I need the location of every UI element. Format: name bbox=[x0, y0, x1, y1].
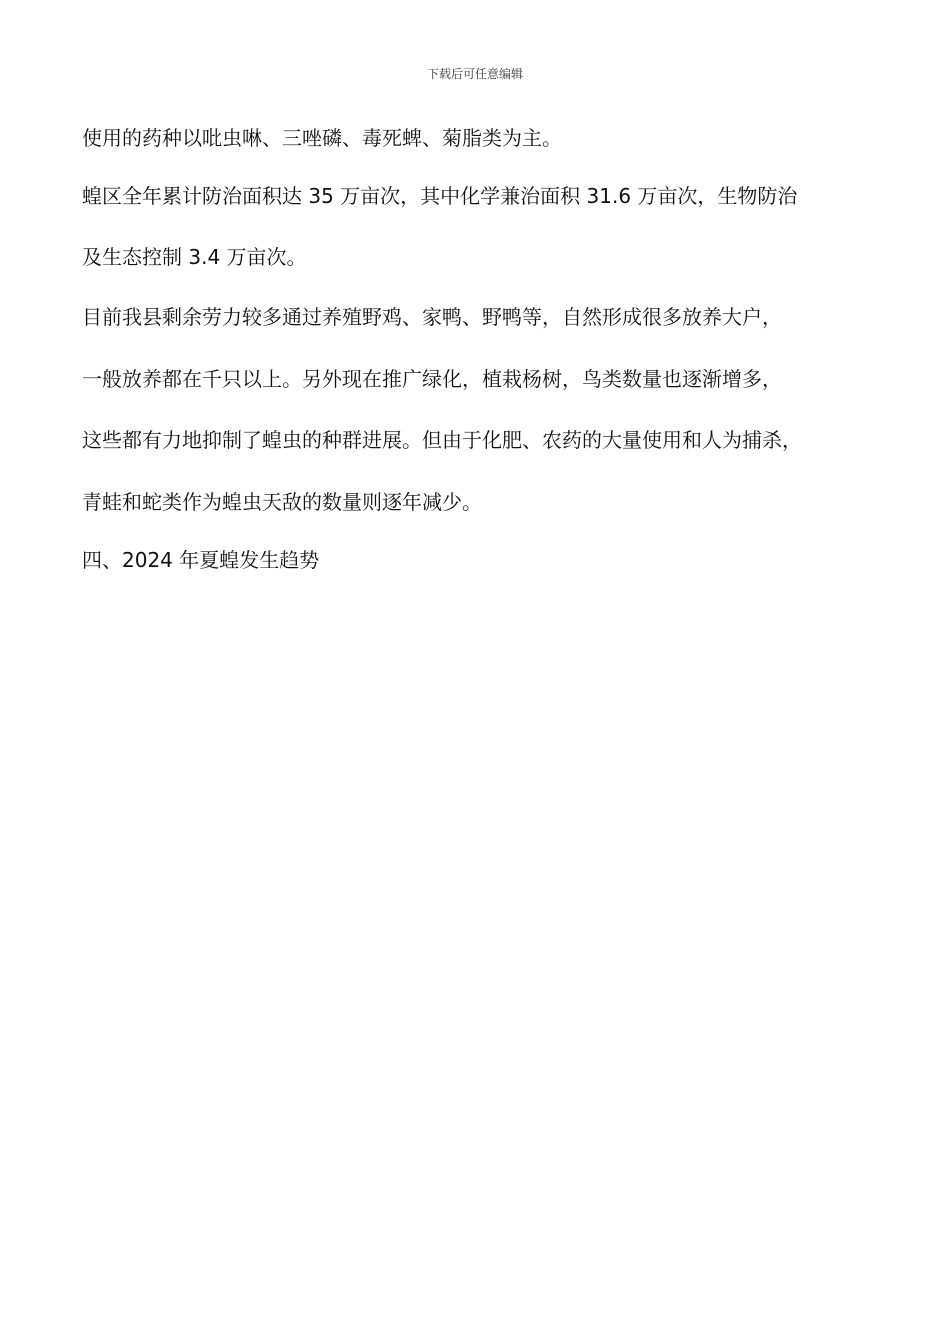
paragraph-line: 使用的药种以吡虫啉、三唑磷、毒死蜱、菊脂类为主。 bbox=[82, 126, 562, 150]
paragraph-line: 及生态控制 3.4 万亩次。 bbox=[82, 245, 307, 269]
paragraph-line: 蝗区全年累计防治面积达 35 万亩次，其中化学兼治面积 31.6 万亩次，生物防治 bbox=[82, 184, 798, 208]
section-heading: 四、2024 年夏蝗发生趋势 bbox=[82, 548, 320, 572]
paragraph-line: 青蛙和蛇类作为蝗虫天敌的数量则逐年减少。 bbox=[82, 490, 482, 514]
paragraph-line: 目前我县剩余劳力较多通过养殖野鸡、家鸭、野鸭等，自然形成很多放养大户， bbox=[82, 305, 782, 329]
paragraph-line: 这些都有力地抑制了蝗虫的种群进展。但由于化肥、农药的大量使用和人为捕杀， bbox=[82, 428, 802, 452]
paragraph-line: 一般放养都在千只以上。另外现在推广绿化，植栽杨树，鸟类数量也逐渐增多， bbox=[82, 367, 782, 391]
page-header: 下载后可任意编辑 bbox=[426, 67, 523, 81]
